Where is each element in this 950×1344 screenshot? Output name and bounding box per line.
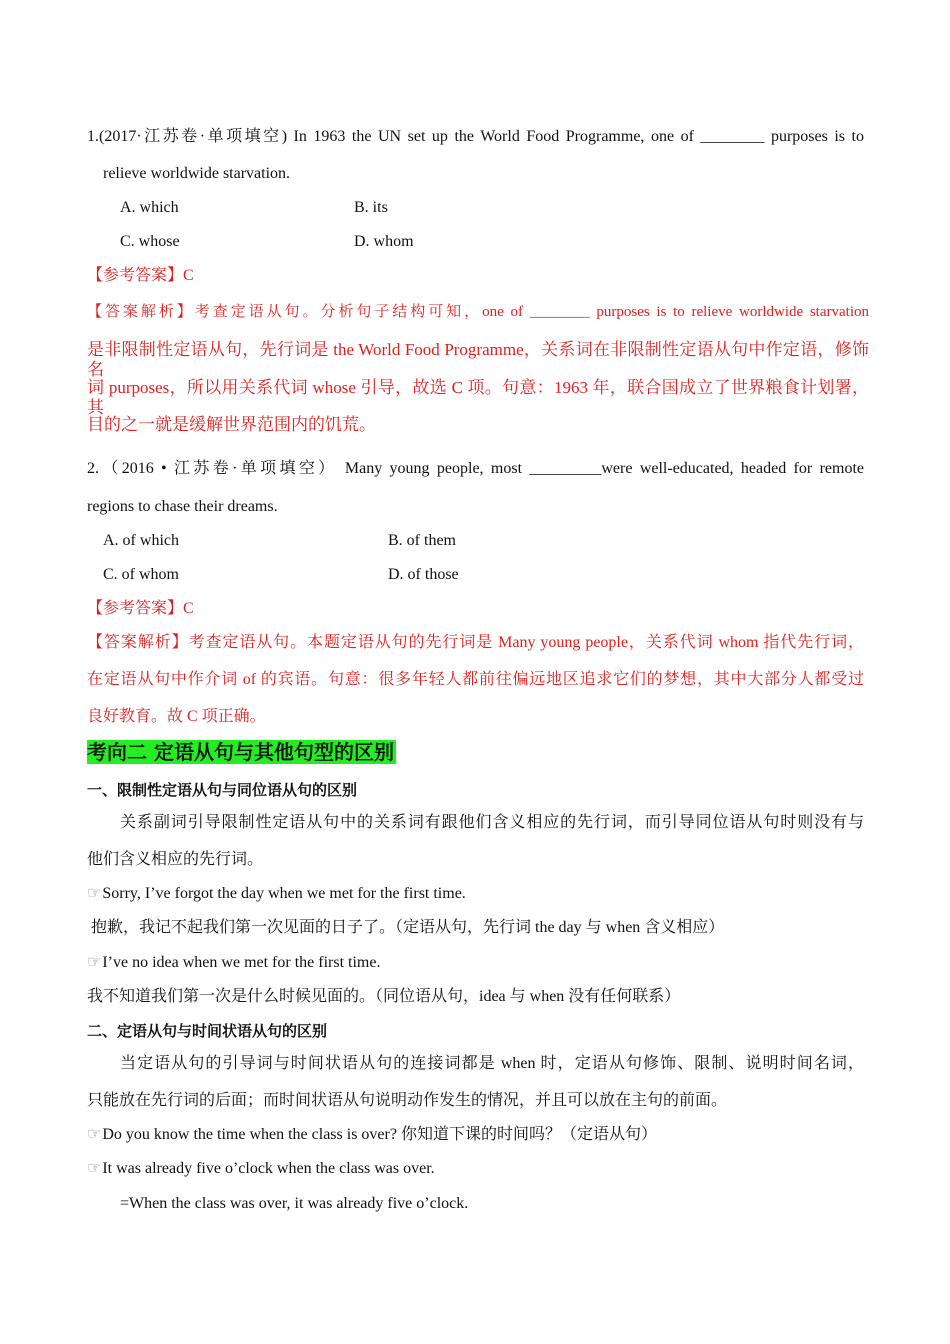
- q1-explanation-line2: 是非限制性定语从句，先行词是 the World Food Programme，关系词在非限制性定语从句中作定语，修饰名: [87, 340, 869, 379]
- subsection-1-paragraph-line1: 关系副词引导限制性定语从句中的关系词有跟他们含义相应的先行词，而引导同位语从句时则没有与: [120, 814, 864, 831]
- q1-explanation-line3: 词 purposes，所以用关系代词 whose 引导，故选 C 项。句意：1963 年，联合国成立了世界粮食计划署，其: [87, 378, 869, 417]
- subsection-1-paragraph-line2: 他们含义相应的先行词。: [87, 851, 264, 868]
- q2-option-a: A. of which: [103, 532, 179, 549]
- q1-option-a: A. which: [120, 199, 179, 216]
- q2-option-c: C. of whom: [103, 566, 179, 583]
- section-heading-highlighted: 考向二 定语从句与其他句型的区别: [87, 740, 394, 764]
- subsection-2-title: 二、定语从句与时间状语从句的区别: [87, 1022, 328, 1040]
- subsection-1-title: 一、限制性定语从句与同位语从句的区别: [87, 781, 358, 799]
- q2-explanation-line2: 在定语从句中作介词 of 的宾语。句意：很多年轻人都前往偏远地区追求它们的梦想，其中大部分人都受过: [87, 671, 864, 688]
- q2-stem-line2: regions to chase their dreams.: [87, 498, 278, 515]
- q1-explanation-line1: 【答案解析】考查定语从句。分析句子结构可知，one of ________ purposes is to relieve worldwide starvation: [87, 304, 869, 320]
- subsection-2-example-2-rewrite: =When the class was over, it was already five o’clock.: [120, 1195, 469, 1212]
- subsection-2-example-2: ☞It was already five o’clock when the class was over.: [87, 1160, 435, 1177]
- pointing-hand-icon: ☞: [87, 954, 102, 971]
- subsection-2-paragraph-line2: 只能放在先行词的后面；而时间状语从句说明动作发生的情况，并且可以放在主句的前面。: [87, 1092, 728, 1109]
- subsection-1-example-2: ☞I’ve no idea when we met for the first time.: [87, 954, 381, 971]
- q1-option-c: C. whose: [120, 233, 180, 250]
- subsection-2-paragraph-line1: 当定语从句的引导词与时间状语从句的连接词都是 when 时，定语从句修饰、限制、说明时间名词，: [120, 1055, 864, 1072]
- pointing-hand-icon: ☞: [87, 885, 102, 902]
- q1-stem-line2: relieve worldwide starvation.: [103, 165, 291, 182]
- q1-option-b: B. its: [354, 199, 388, 216]
- q2-stem-line1: 2.（2016 • 江苏卷·单项填空） Many young people, most _________were well-educated, headed for remote: [87, 460, 864, 477]
- q1-explanation-line4: 目的之一就是缓解世界范围内的饥荒。: [87, 415, 376, 434]
- subsection-1-example-1: ☞Sorry, I’ve forgot the day when we met for the first time.: [87, 885, 466, 902]
- q1-option-d: D. whom: [354, 233, 414, 250]
- subsection-1-example-2-translation: 我不知道我们第一次是什么时候见面的。（同位语从句，idea 与 when 没有任何联系）: [87, 988, 681, 1005]
- q2-answer: 【参考答案】C: [87, 600, 194, 617]
- q2-option-b: B. of them: [388, 532, 456, 549]
- q1-stem-line1: 1.(2017·江苏卷·单项填空) In 1963 the UN set up the World Food Programme, one of ________ purposes is to: [87, 128, 864, 145]
- pointing-hand-icon: ☞: [87, 1160, 102, 1177]
- q1-answer: 【参考答案】C: [87, 267, 194, 284]
- subsection-2-example-1: ☞Do you know the time when the class is over? 你知道下课的时间吗？（定语从句）: [87, 1126, 657, 1143]
- subsection-1-example-1-translation: 抱歉，我记不起我们第一次见面的日子了。（定语从句，先行词 the day 与 when 含义相应）: [91, 919, 725, 936]
- q2-explanation-line1: 【答案解析】考查定语从句。本题定语从句的先行词是 Many young people，关系代词 whom 指代先行词，: [87, 634, 864, 651]
- pointing-hand-icon: ☞: [87, 1126, 102, 1143]
- q2-option-d: D. of those: [388, 566, 459, 583]
- q2-explanation-line3: 良好教育。故 C 项正确。: [87, 708, 266, 725]
